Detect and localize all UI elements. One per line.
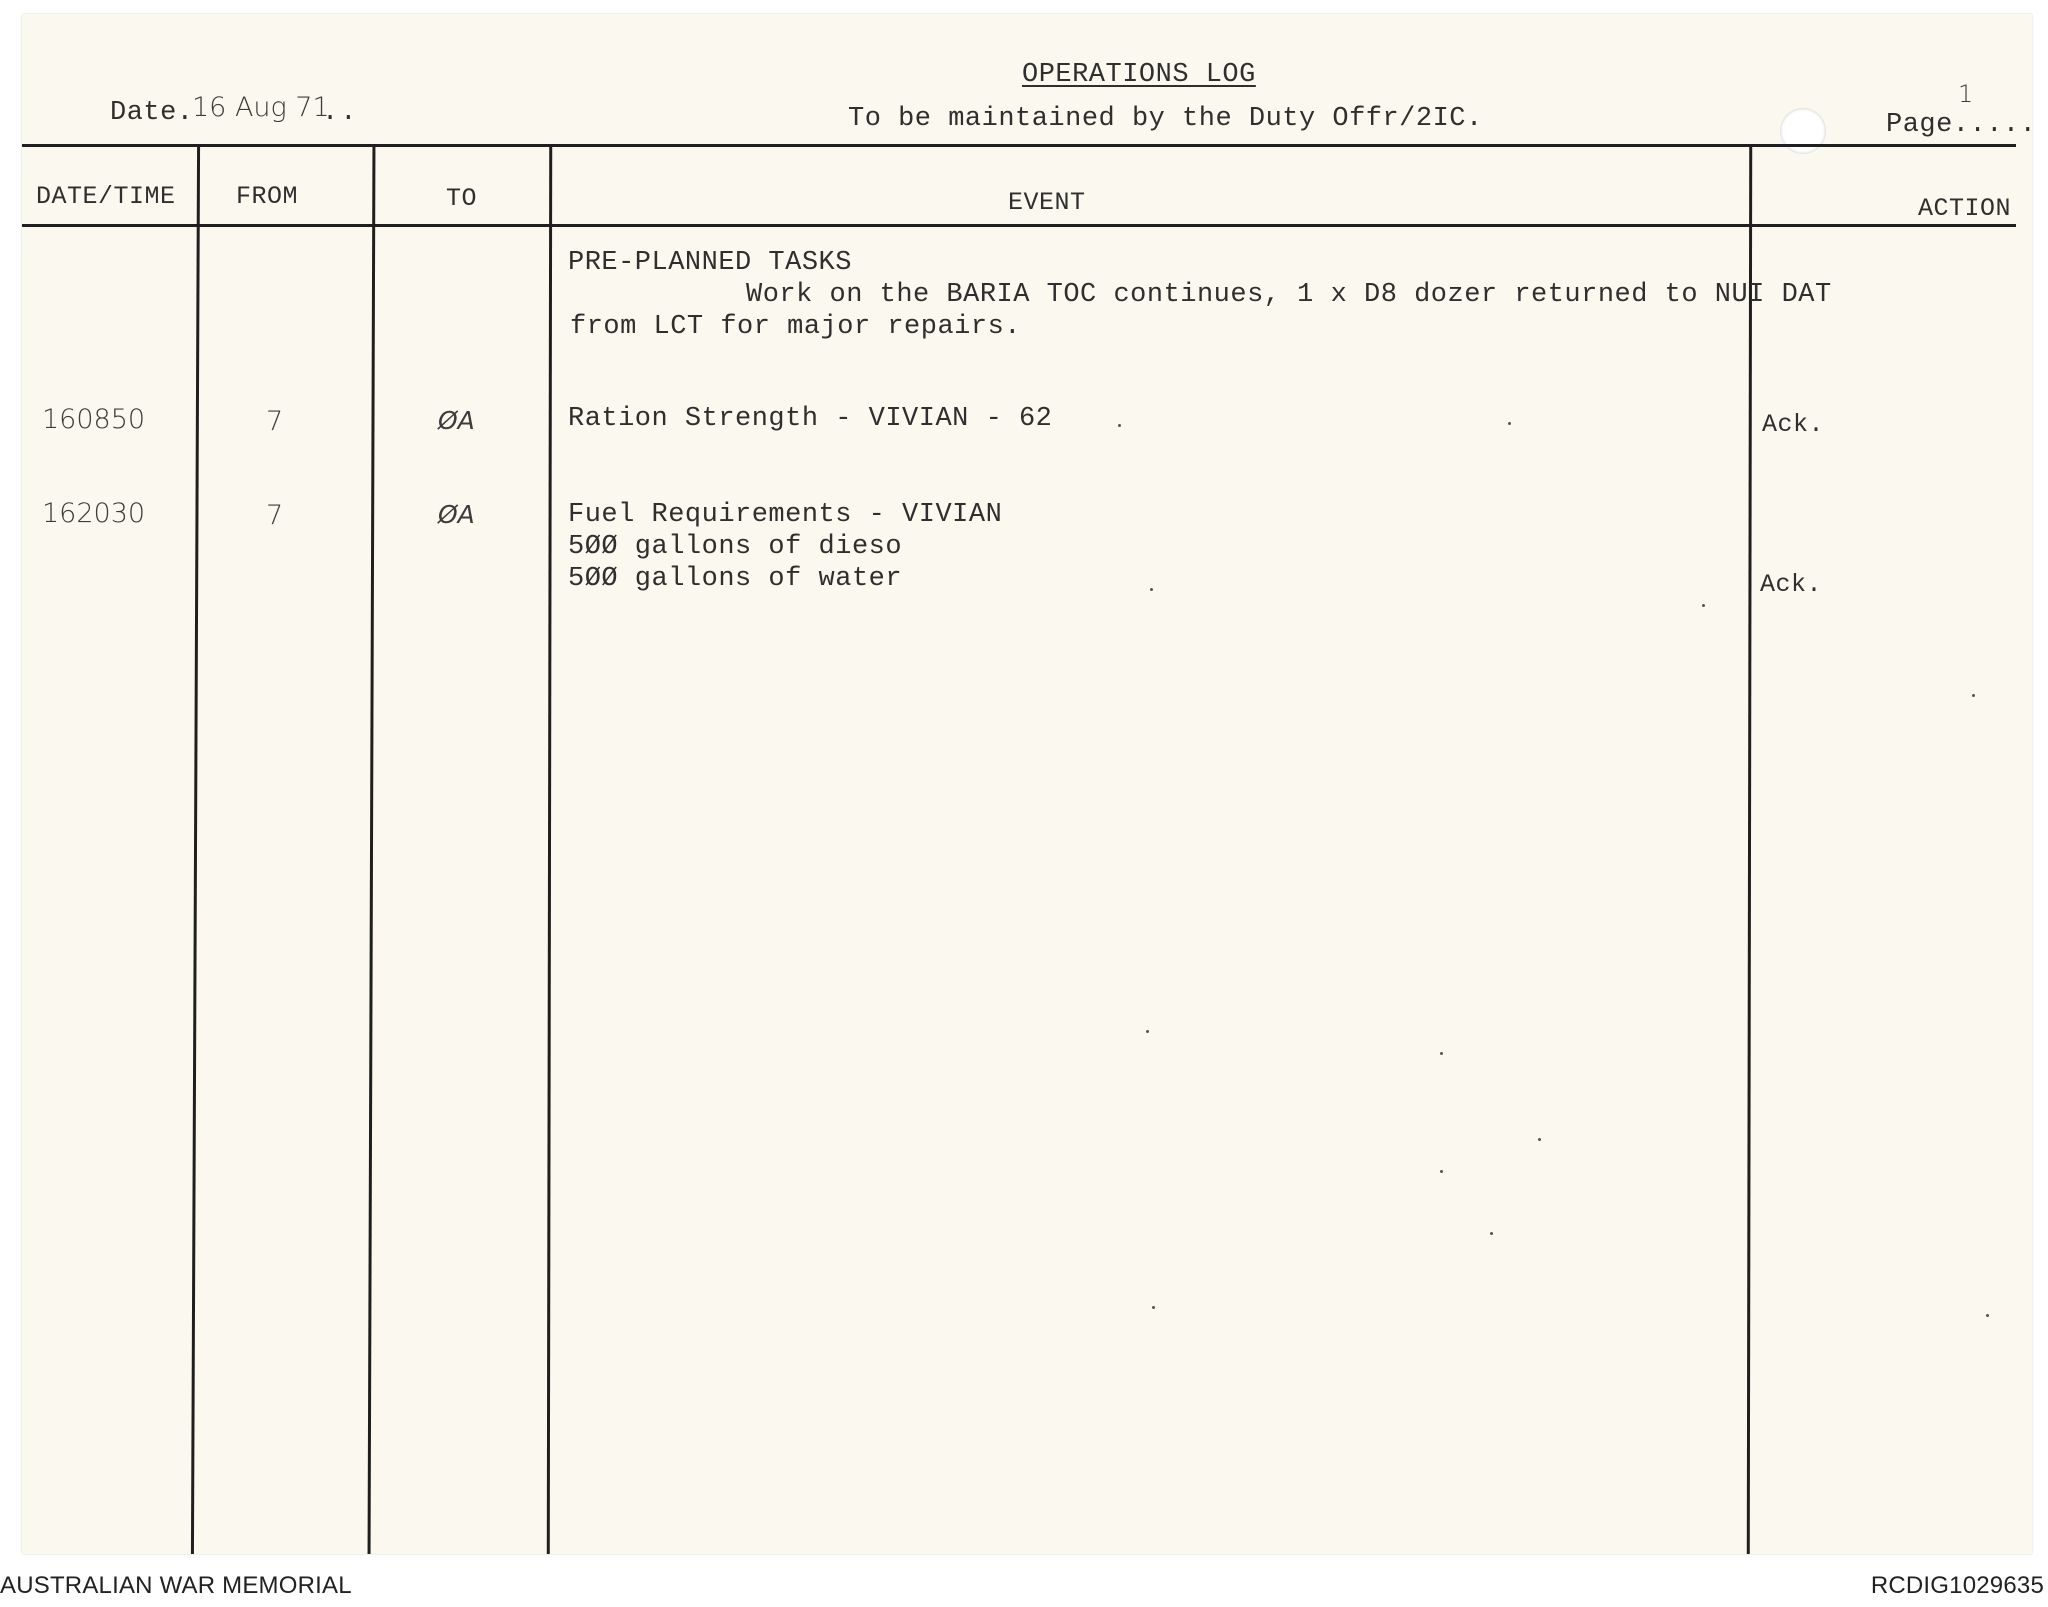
page-label: Page..... <box>1886 110 2037 140</box>
speck <box>1490 1232 1493 1235</box>
speck <box>1152 1306 1155 1309</box>
entry-to: ØA <box>438 500 475 529</box>
entry-event-line: 5ØØ gallons of dieso <box>568 532 903 562</box>
log-sheet <box>22 14 2037 1554</box>
speck <box>1986 1314 1989 1317</box>
entry-event-line: Ration Strength - VIVIAN - 62 <box>568 404 1053 434</box>
pre-planned-line-1: Work on the BARIA TOC continues, 1 x D8 dozer returned to NUI DAT <box>746 280 1832 310</box>
header-bottom-rule <box>22 224 2016 227</box>
punch-hole <box>1780 108 1826 154</box>
speck <box>1508 422 1511 425</box>
column-rule-2 <box>368 146 376 1554</box>
column-rule-3 <box>547 146 552 1554</box>
column-rule-1 <box>191 146 200 1554</box>
entry-event-line: 5ØØ gallons of water <box>568 564 903 594</box>
entry-from: 7 <box>266 500 284 531</box>
speck <box>1146 1030 1149 1033</box>
entry-datetime: 160850 <box>42 404 146 435</box>
column-rule-4 <box>1747 146 1752 1554</box>
speck <box>1702 604 1705 607</box>
entry-event-line: Fuel Requirements - VIVIAN <box>568 500 1003 530</box>
speck <box>1538 1138 1541 1141</box>
column-header-event: EVENT <box>1008 188 1086 217</box>
date-label: Date. <box>110 98 194 128</box>
speck <box>1972 694 1975 697</box>
date-dots: .. <box>322 98 359 128</box>
speck <box>1118 424 1121 427</box>
speck <box>1440 1170 1443 1173</box>
footer-institution: AUSTRALIAN WAR MEMORIAL <box>0 1572 352 1599</box>
speck <box>1440 1052 1443 1055</box>
entry-from: 7 <box>266 406 284 437</box>
entry-action: Ack. <box>1762 410 1825 439</box>
entry-to: ØA <box>438 406 475 435</box>
speck <box>1150 588 1153 591</box>
header-top-rule <box>22 144 2016 147</box>
pre-planned-heading: PRE-PLANNED TASKS <box>568 248 852 278</box>
date-value: 16 Aug 71 <box>192 92 330 123</box>
column-header-datetime: DATE/TIME <box>36 182 176 211</box>
page-number: 1 <box>1958 80 1974 108</box>
entry-action: Ack. <box>1760 570 1823 599</box>
column-header-action: ACTION <box>1918 194 2012 223</box>
page-title: OPERATIONS LOG <box>1022 60 1256 90</box>
page-subtitle: To be maintained by the Duty Offr/2IC. <box>848 104 1483 134</box>
footer-record-id: RCDIG1029635 <box>1870 1572 2044 1599</box>
pre-planned-line-2: from LCT for major repairs. <box>570 312 1021 342</box>
entry-datetime: 162030 <box>42 498 146 529</box>
column-header-from: FROM <box>236 182 299 211</box>
column-header-to: TO <box>446 184 478 213</box>
